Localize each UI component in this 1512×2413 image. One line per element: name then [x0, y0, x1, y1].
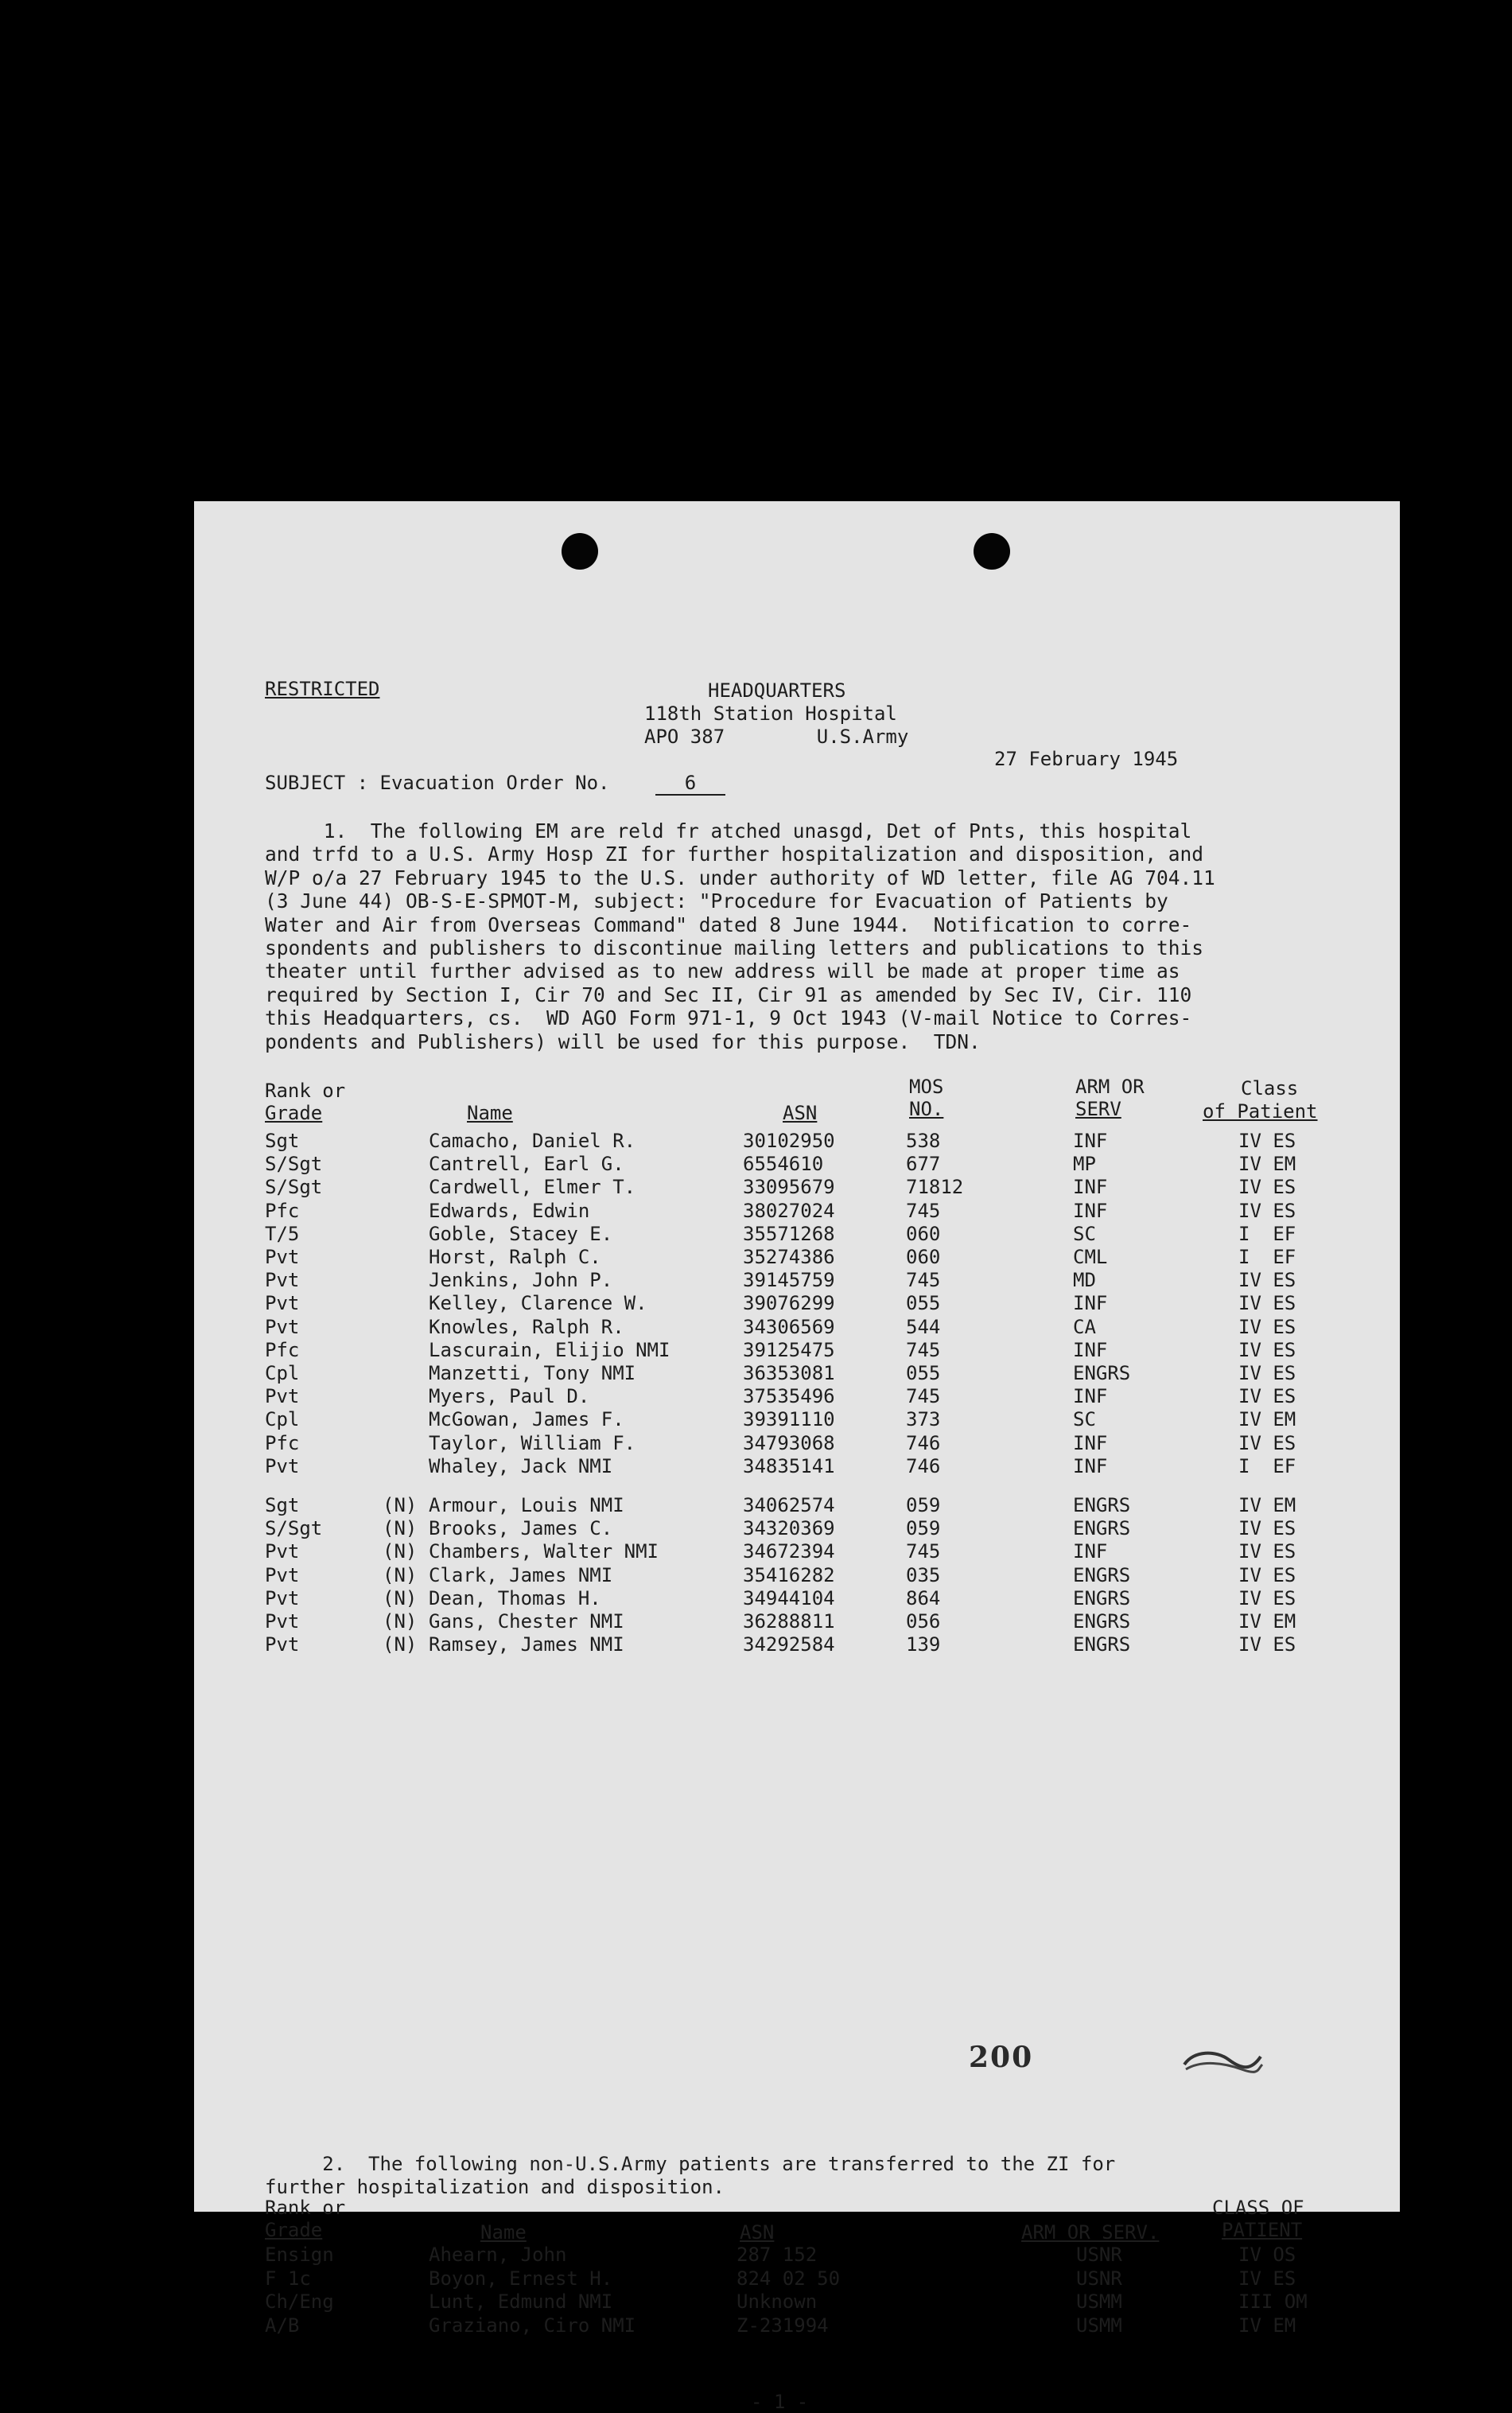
class-cell: IV EM: [1238, 1153, 1296, 1176]
name-cell: Edwards, Edwin: [429, 1199, 590, 1222]
document-date: 27 February 1945: [994, 748, 1179, 770]
punch-hole: [974, 533, 1010, 570]
name-cell: Gans, Chester NMI: [429, 1610, 624, 1633]
name-cell: Cantrell, Earl G.: [429, 1153, 624, 1176]
class-cell: IV ES: [1238, 1563, 1296, 1586]
table-row: [265, 1408, 1378, 1431]
name-cell: Lunt, Edmund NMI: [429, 2290, 613, 2313]
rank-cell: Sgt: [265, 1494, 300, 1516]
name-cell: Boyon, Ernest H.: [429, 2267, 613, 2290]
arm-serv-cell: USMM: [1076, 2290, 1122, 2313]
asn-cell: 35571268: [743, 1222, 835, 1245]
arm-serv-cell: INF: [1073, 1176, 1108, 1199]
asn-cell: 34320369: [743, 1517, 835, 1540]
name-cell: Ramsey, James NMI: [429, 1633, 624, 1656]
class-cell: IV ES: [1238, 1338, 1296, 1361]
navy-cell: (N): [383, 1563, 418, 1586]
paragraph-1-line: theater until further advised as to new address will be made at proper time as: [265, 959, 1180, 983]
asn-cell: 34672394: [743, 1540, 835, 1563]
arm-serv-cell: INF: [1073, 1292, 1108, 1315]
name-cell: Cardwell, Elmer T.: [429, 1176, 636, 1199]
mos-cell: 059: [906, 1517, 941, 1540]
asn-cell: Z-231994: [737, 2314, 829, 2337]
table-row: [265, 2244, 1378, 2267]
header-asn: ASN: [783, 1102, 818, 1124]
table-row: [265, 1176, 1378, 1199]
asn-cell: 34835141: [743, 1454, 835, 1477]
table-row: [265, 1200, 1378, 1223]
org-unit: 118th Station Hospital: [644, 702, 897, 725]
name-cell: Jenkins, John P.: [429, 1269, 613, 1292]
class-cell: III OM: [1238, 2290, 1308, 2313]
class-cell: IV OS: [1238, 2244, 1296, 2266]
asn-cell: 36288811: [743, 1610, 835, 1633]
paragraph-1: [265, 819, 1347, 1053]
table-row: [265, 1246, 1378, 1269]
name-cell: Knowles, Ralph R.: [429, 1315, 624, 1338]
subject-order-number: 6: [655, 772, 725, 796]
asn-cell: 287 152: [737, 2244, 818, 2266]
rank-cell: Pvt: [265, 1292, 300, 1315]
asn-cell: 39145759: [743, 1269, 835, 1292]
arm-serv-cell: ENGRS: [1073, 1610, 1131, 1633]
ink-scribble: [1178, 2045, 1265, 2080]
rank-cell: Ensign: [265, 2244, 334, 2266]
mos-cell: 060: [906, 1246, 941, 1268]
header-grade: Grade: [265, 1102, 323, 1124]
arm-serv-cell: ENGRS: [1073, 1586, 1131, 1609]
class-cell: IV ES: [1238, 1269, 1296, 1292]
paragraph-1-line: (3 June 44) OB-S-E-SPMOT-M, subject: "Procedure for Evacuation of Patients by: [265, 889, 1168, 913]
rank-cell: Pvt: [265, 1586, 300, 1609]
mos-cell: 745: [906, 1338, 941, 1361]
asn-cell: 824 02 50: [737, 2267, 841, 2290]
class-cell: IV EM: [1238, 2314, 1296, 2337]
mos-cell: 373: [906, 1408, 941, 1431]
asn-cell: Unknown: [737, 2290, 818, 2313]
header-rank: Rank or: [265, 1080, 346, 1102]
navy-cell: (N): [383, 1517, 418, 1540]
mos-cell: 035: [906, 1563, 941, 1586]
mos-cell: 677: [906, 1153, 941, 1176]
class-cell: IV ES: [1238, 1130, 1296, 1152]
name-cell: Chambers, Walter NMI: [429, 1540, 659, 1563]
table-row: [265, 1223, 1378, 1246]
asn-cell: 34306569: [743, 1315, 835, 1338]
rank-cell: Pvt: [265, 1540, 300, 1563]
table-row: [265, 1540, 1378, 1563]
name-cell: Goble, Stacey E.: [429, 1222, 613, 1245]
asn-cell: 33095679: [743, 1176, 835, 1199]
classification-label: RESTRICTED: [265, 678, 380, 700]
navy-cell: (N): [383, 1633, 418, 1656]
header-asn: ASN: [740, 2221, 775, 2244]
name-cell: Brooks, James C.: [429, 1517, 613, 1540]
arm-serv-cell: INF: [1073, 1454, 1108, 1477]
table-row: [265, 1633, 1378, 1656]
mos-cell: 060: [906, 1222, 941, 1245]
navy-cell: (N): [383, 1610, 418, 1633]
arm-serv-cell: SC: [1073, 1408, 1096, 1431]
table-row: [265, 2267, 1378, 2290]
class-cell: IV EM: [1238, 1610, 1296, 1633]
table-row: [265, 2290, 1378, 2314]
asn-cell: 34292584: [743, 1633, 835, 1656]
arm-serv-cell: ENGRS: [1073, 1563, 1131, 1586]
class-cell: IV ES: [1238, 1517, 1296, 1540]
arm-serv-cell: INF: [1073, 1338, 1108, 1361]
arm-serv-cell: INF: [1073, 1385, 1108, 1408]
table-row: [265, 1564, 1378, 1587]
name-cell: Armour, Louis NMI: [429, 1494, 624, 1516]
rank-cell: Pfc: [265, 1338, 300, 1361]
paragraph-1-line: this Headquarters, cs. WD AGO Form 971-1, 9 Oct 1943 (V-mail Notice to Corres-: [265, 1006, 1192, 1030]
arm-serv-cell: INF: [1073, 1130, 1108, 1152]
name-cell: Manzetti, Tony NMI: [429, 1362, 636, 1384]
mos-cell: 71812: [906, 1176, 964, 1199]
mos-cell: 056: [906, 1610, 941, 1633]
mos-cell: 746: [906, 1431, 941, 1454]
paragraph-2-line: further hospitalization and disposition.: [265, 2176, 725, 2198]
arm-serv-cell: INF: [1073, 1540, 1108, 1563]
name-cell: Kelley, Clarence W.: [429, 1292, 647, 1315]
rank-cell: Cpl: [265, 1408, 300, 1431]
table-row: [265, 1362, 1378, 1385]
rank-cell: Pvt: [265, 1269, 300, 1292]
class-cell: I EF: [1238, 1222, 1296, 1245]
arm-serv-cell: MD: [1073, 1269, 1096, 1292]
punch-hole: [562, 533, 598, 570]
table-row: [265, 2314, 1378, 2337]
header-name: Name: [467, 1102, 513, 1124]
header-name: Name: [480, 2221, 527, 2244]
class-cell: IV ES: [1238, 1362, 1296, 1384]
arm-serv-cell: ENGRS: [1073, 1517, 1131, 1540]
table-row: [265, 1455, 1378, 1478]
arm-serv-cell: USNR: [1076, 2244, 1122, 2266]
arm-serv-cell: ENGRS: [1073, 1362, 1131, 1384]
mos-cell: 139: [906, 1633, 941, 1656]
name-cell: Graziano, Ciro NMI: [429, 2314, 636, 2337]
mos-cell: 055: [906, 1362, 941, 1384]
document-page: [194, 501, 1400, 2413]
rank-cell: S/Sgt: [265, 1176, 323, 1199]
class-cell: IV ES: [1238, 1292, 1296, 1315]
paragraph-1-line: pondents and Publishers) will be used for this purpose. TDN.: [265, 1029, 981, 1053]
arm-serv-cell: CML: [1073, 1246, 1108, 1268]
navy-cell: (N): [383, 1540, 418, 1563]
class-cell: IV ES: [1238, 1176, 1296, 1199]
page-number: - 1 -: [751, 2391, 809, 2413]
mos-cell: 745: [906, 1385, 941, 1408]
asn-cell: 39125475: [743, 1338, 835, 1361]
mos-cell: 538: [906, 1130, 941, 1152]
arm-serv-cell: MP: [1073, 1153, 1096, 1176]
asn-cell: 39076299: [743, 1292, 835, 1315]
arm-serv-cell: ENGRS: [1073, 1633, 1131, 1656]
name-cell: Dean, Thomas H.: [429, 1586, 601, 1609]
header-class-of: CLASS OF: [1212, 2197, 1304, 2219]
name-cell: Taylor, William F.: [429, 1431, 636, 1454]
rank-cell: Pvt: [265, 1610, 300, 1633]
mos-cell: 745: [906, 1269, 941, 1292]
mos-cell: 864: [906, 1586, 941, 1609]
navy-cell: (N): [383, 1494, 418, 1516]
table-row: [265, 1292, 1378, 1315]
arm-serv-cell: SC: [1073, 1222, 1096, 1245]
table-row: [265, 1339, 1378, 1362]
table-row: [265, 1432, 1378, 1455]
asn-cell: 38027024: [743, 1199, 835, 1222]
name-cell: Camacho, Daniel R.: [429, 1130, 636, 1152]
mos-cell: 059: [906, 1494, 941, 1516]
org-apo: APO 387 U.S.Army: [644, 726, 909, 748]
rank-cell: Pfc: [265, 1199, 300, 1222]
arm-serv-cell: USNR: [1076, 2267, 1122, 2290]
table-row: [265, 1494, 1378, 1517]
asn-cell: 34062574: [743, 1494, 835, 1516]
paragraph-1-line: 1. The following EM are reld fr atched unasgd, Det of Pnts, this hospital: [265, 819, 1192, 843]
rank-cell: Pvt: [265, 1246, 300, 1268]
rank-cell: Pvt: [265, 1454, 300, 1477]
paragraph-1-line: and trfd to a U.S. Army Hosp ZI for further hospitalization and disposition, and: [265, 843, 1204, 866]
paragraph-1-line: required by Section I, Cir 70 and Sec II, Cir 91 as amended by Sec IV, Cir. 110: [265, 983, 1192, 1006]
archive-stamp-number: 200: [969, 2041, 1034, 2074]
header-class: Class: [1241, 1077, 1299, 1099]
rank-cell: Pvt: [265, 1633, 300, 1656]
paragraph-2-line: 2. The following non-U.S.Army patients are transferred to the ZI for: [265, 2153, 1116, 2175]
asn-cell: 34793068: [743, 1431, 835, 1454]
rank-cell: S/Sgt: [265, 1517, 323, 1540]
table-row: [265, 1316, 1378, 1339]
name-cell: Whaley, Jack NMI: [429, 1454, 613, 1477]
rank-cell: A/B: [265, 2314, 300, 2337]
class-cell: IV ES: [1238, 1540, 1296, 1563]
name-cell: Lascurain, Elijio NMI: [429, 1338, 670, 1361]
asn-cell: 34944104: [743, 1586, 835, 1609]
asn-cell: 37535496: [743, 1385, 835, 1408]
header-arm: ARM OR: [1075, 1076, 1145, 1098]
asn-cell: 35416282: [743, 1563, 835, 1586]
class-cell: IV ES: [1238, 1199, 1296, 1222]
class-cell: IV ES: [1238, 2267, 1296, 2290]
class-cell: IV ES: [1238, 1586, 1296, 1609]
table-row: [265, 1153, 1378, 1176]
subject-line: SUBJECT : Evacuation Order No.: [265, 772, 610, 794]
table-row: [265, 1517, 1378, 1540]
arm-serv-cell: USMM: [1076, 2314, 1122, 2337]
header-mos: MOS: [909, 1076, 944, 1098]
header-mos-no: NO.: [909, 1098, 944, 1120]
paragraph-1-line: W/P o/a 27 February 1945 to the U.S. under authority of WD letter, file AG 704.11: [265, 866, 1215, 889]
class-cell: IV EM: [1238, 1494, 1296, 1516]
table-row: [265, 1385, 1378, 1408]
class-cell: IV ES: [1238, 1315, 1296, 1338]
arm-serv-cell: CA: [1073, 1315, 1096, 1338]
mos-cell: 745: [906, 1540, 941, 1563]
mos-cell: 544: [906, 1315, 941, 1338]
arm-serv-cell: INF: [1073, 1431, 1108, 1454]
header-arm-serv: ARM OR SERV.: [1021, 2221, 1160, 2244]
class-cell: IV ES: [1238, 1385, 1296, 1408]
navy-cell: (N): [383, 1586, 418, 1609]
asn-cell: 39391110: [743, 1408, 835, 1431]
header-serv: SERV: [1075, 1098, 1121, 1120]
name-cell: Myers, Paul D.: [429, 1385, 590, 1408]
name-cell: Horst, Ralph C.: [429, 1246, 601, 1268]
table-row: [265, 1610, 1378, 1633]
class-cell: I EF: [1238, 1246, 1296, 1268]
rank-cell: Sgt: [265, 1130, 300, 1152]
table-row: [265, 1587, 1378, 1610]
name-cell: Clark, James NMI: [429, 1563, 613, 1586]
rank-cell: Pvt: [265, 1385, 300, 1408]
class-cell: I EF: [1238, 1454, 1296, 1477]
asn-cell: 30102950: [743, 1130, 835, 1152]
asn-cell: 35274386: [743, 1246, 835, 1268]
paragraph-1-line: spondents and publishers to discontinue mailing letters and publications to this: [265, 936, 1204, 960]
asn-cell: 6554610: [743, 1153, 824, 1176]
header-of-patient: of Patient: [1203, 1100, 1318, 1123]
rank-cell: Pvt: [265, 1315, 300, 1338]
name-cell: McGowan, James F.: [429, 1408, 624, 1431]
rank-cell: S/Sgt: [265, 1153, 323, 1176]
mos-cell: 745: [906, 1199, 941, 1222]
mos-cell: 055: [906, 1292, 941, 1315]
table-row: [265, 1269, 1378, 1292]
rank-cell: Pvt: [265, 1563, 300, 1586]
rank-cell: T/5: [265, 1222, 300, 1245]
name-cell: Ahearn, John: [429, 2244, 567, 2266]
rank-cell: Cpl: [265, 1362, 300, 1384]
org-headquarters: HEADQUARTERS: [708, 679, 846, 702]
rank-cell: Pfc: [265, 1431, 300, 1454]
asn-cell: 36353081: [743, 1362, 835, 1384]
table-row: [265, 1130, 1378, 1153]
class-cell: IV EM: [1238, 1408, 1296, 1431]
rank-cell: F 1c: [265, 2267, 311, 2290]
rank-cell: Ch/Eng: [265, 2290, 334, 2313]
mos-cell: 746: [906, 1454, 941, 1477]
paragraph-1-line: Water and Air from Overseas Command" dated 8 June 1944. Notification to corre-: [265, 913, 1192, 936]
arm-serv-cell: ENGRS: [1073, 1494, 1131, 1516]
header-patient: PATIENT: [1222, 2219, 1303, 2241]
header-rank: Rank or: [265, 2197, 346, 2219]
class-cell: IV ES: [1238, 1633, 1296, 1656]
arm-serv-cell: INF: [1073, 1199, 1108, 1222]
header-grade: Grade: [265, 2219, 323, 2241]
class-cell: IV ES: [1238, 1431, 1296, 1454]
